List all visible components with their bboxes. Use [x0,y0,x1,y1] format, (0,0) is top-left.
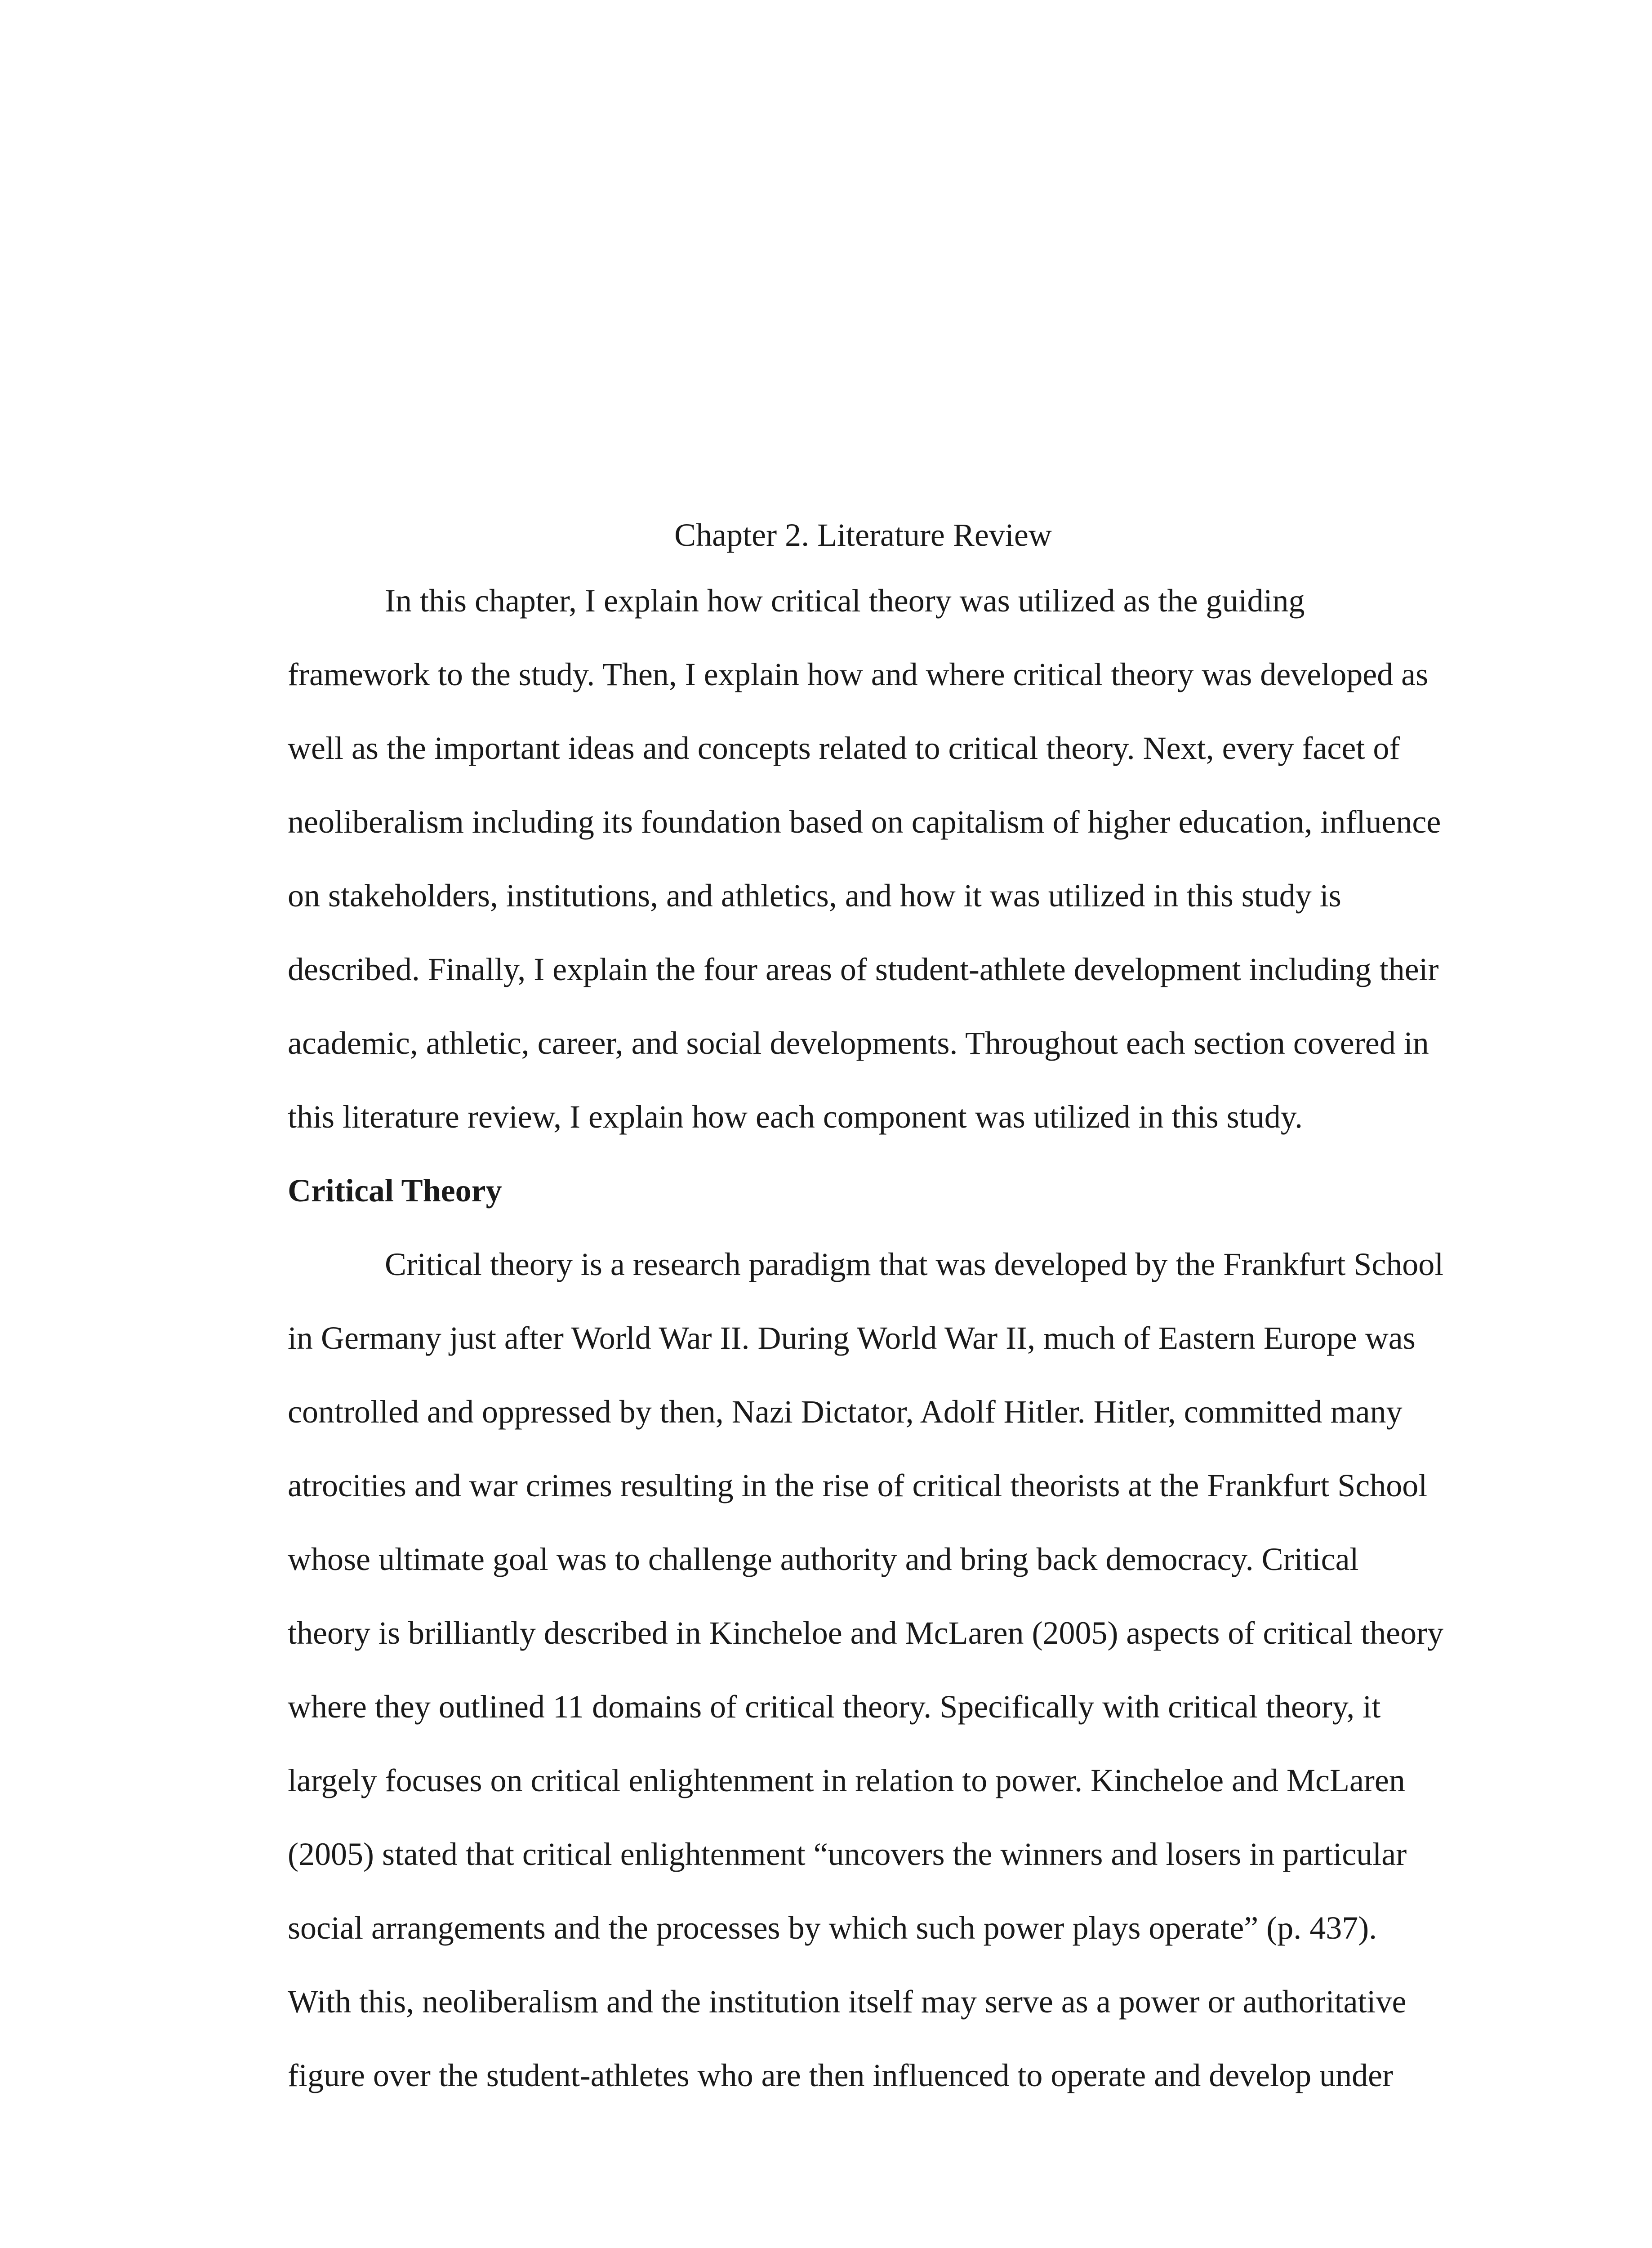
paragraph-line: this literature review, I explain how each component was utilized in this study. [288,1099,1303,1135]
paragraph-line: largely focuses on critical enlightenment in relation to power. Kincheloe and McLaren [288,1762,1405,1798]
paragraph-line: With this, neoliberalism and the institution itself may serve as a power or authoritative [288,1984,1407,2020]
paragraph-line: Critical theory is a research paradigm that was developed by the Frankfurt School [385,1246,1444,1282]
paragraph-line: on stakeholders, institutions, and athletics, and how it was utilized in this study is [288,878,1341,914]
section-heading: Critical Theory [288,1173,502,1209]
paragraph-line: in Germany just after World War II. During World War II, much of Eastern Europe was [288,1320,1416,1356]
paragraph-line: atrocities and war crimes resulting in the rise of critical theorists at the Frankfurt School [288,1467,1428,1503]
paragraph-line: framework to the study. Then, I explain how and where critical theory was developed as [288,656,1429,692]
paragraph-line: where they outlined 11 domains of critical theory. Specifically with critical theory, it [288,1689,1381,1725]
chapter-title: Chapter 2. Literature Review [674,517,1052,553]
paragraph-line: figure over the student-athletes who are then influenced to operate and develop under [288,2057,1394,2093]
paragraph-line: controlled and oppressed by then, Nazi Dictator, Adolf Hitler. Hitler, committed many [288,1394,1403,1430]
paragraph-line: (2005) stated that critical enlightenment “uncovers the winners and losers in particular [288,1836,1407,1872]
paragraph-line: In this chapter, I explain how critical theory was utilized as the guiding [385,583,1305,619]
paragraph-line: theory is brilliantly described in Kincheloe and McLaren (2005) aspects of critical theory [288,1615,1444,1651]
paragraph-line: neoliberalism including its foundation based on capitalism of higher education, influence [288,804,1441,840]
paragraph-line: described. Finally, I explain the four areas of student-athlete development including their [288,951,1439,987]
paragraph-line: social arrangements and the processes by which such power plays operate” (p. 437). [288,1910,1377,1946]
paragraph-line: well as the important ideas and concepts related to critical theory. Next, every facet of [288,730,1400,766]
paragraph-line: whose ultimate goal was to challenge authority and bring back democracy. Critical [288,1541,1359,1577]
paragraph-line: academic, athletic, career, and social developments. Throughout each section covered in [288,1025,1429,1061]
